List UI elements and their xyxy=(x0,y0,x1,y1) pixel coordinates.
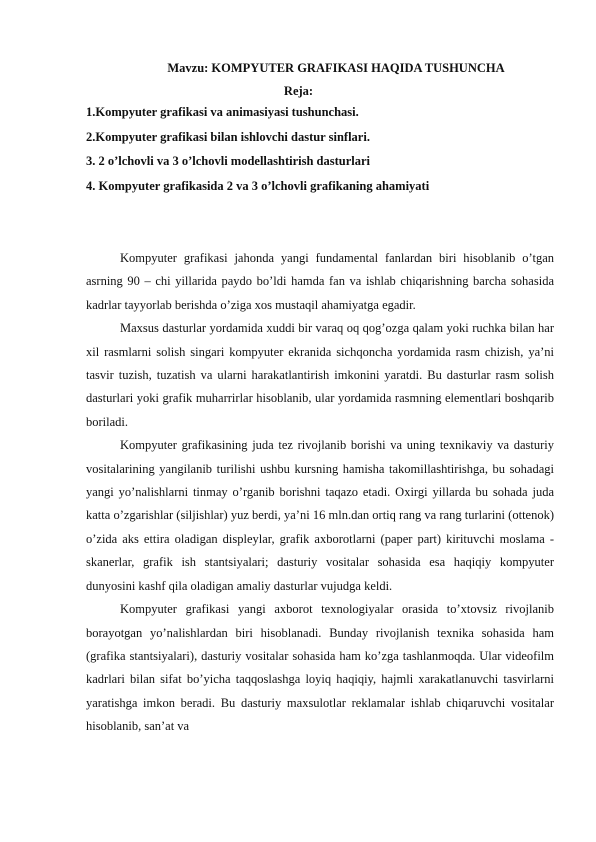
plan-item: 2.Kompyuter grafikasi bilan ishlovchi dastur sinflari. xyxy=(86,129,370,144)
plan-heading: Reja: xyxy=(283,84,314,98)
document-title: Mavzu: KOMPYUTER GRAFIKASI HAQIDA TUSHUNCHA xyxy=(167,61,505,75)
plan-item: 4. Kompyuter grafikasida 2 va 3 o’lchovli grafikaning ahamiyati xyxy=(86,178,430,193)
paragraph: Kompyuter grafikasi jahonda yangi fundamental fanlardan biri hisoblanib o’tgan asrning 90 – chi yillarida paydo bo’ldi hamda fan va ishlab chiqarishning barcha sohasida kadrlar tayyorlab berishda o’ziga xos mustaqil ahamiyatga egadir. xyxy=(86,251,554,312)
paragraph: Maxsus dasturlar yordamida xuddi bir varaq oq qog’ozga qalam yoki ruchka bilan har xil rasmlarni solish singari kompyuter ekranida sichqoncha yordamida rasm chizish, ya’ni tasvir tuzish, tuzatish va ularni harakatlantirish imkonini yaratdi. Bu dasturlar rasm solish dasturlari yoki grafik muharrirlar hisoblanib, ular yordamida rasmning elementlari boshqarib boriladi. xyxy=(86,321,554,429)
plan-item: 1.Kompyuter grafikasi va animasiyasi tushunchasi. xyxy=(86,105,359,119)
body-text xyxy=(86,247,554,739)
plan-item: 3. 2 o’lchovli va 3 o’lchovli modellashtirish dasturlari xyxy=(86,154,371,168)
paragraph: Kompyuter grafikasi yangi axborot texnologiyalar orasida to’xtovsiz rivojlanib borayotgan yo’nalishlardan biri hisoblanadi. Bunday rivojlanish texnika sohasida ham (grafika stantsiyalari), dasturiy vositalar sohasida ham ko’zga tashlanmoqda. Ular videofilm kadrlari bilan sifat bo’yicha taqqoslashga loyiq haqiqiy, hajmli xarakatlanuvchi tasvirlarni yaratishga imkon beradi. Bu dasturiy maxsulotlar reklamalar ishlab chiqaruvchi vositalar hisoblanib, san’at va xyxy=(86,602,554,734)
paragraph: Kompyuter grafikasining juda tez rivojlanib borishi va uning texnikaviy va dasturiy vositalarining yangilanib turilishi ushbu kursning hamisha takomillashtirishga, bu sohadagi yangi yo’nalishlarni tinmay o’rganib borishni taqazo etadi. Oxirgi yillarda bu sohada juda katta o’zgarishlar (siljishlar) yuz berdi, ya’ni 16 mln.dan ortiq rang va rang turlarini (ottenok) o’zida aks ettira oladigan displeylar, grafik axborotlarni (paper part) kirituvchi moslama - skanerlar, grafik ish stantsiyalari; dasturiy vositalar sohasida esa haqiqiy kompyuter dunyosini kashf qila oladigan amaliy dasturlar vujudga keldi. xyxy=(86,438,554,593)
plan-list xyxy=(86,104,556,202)
